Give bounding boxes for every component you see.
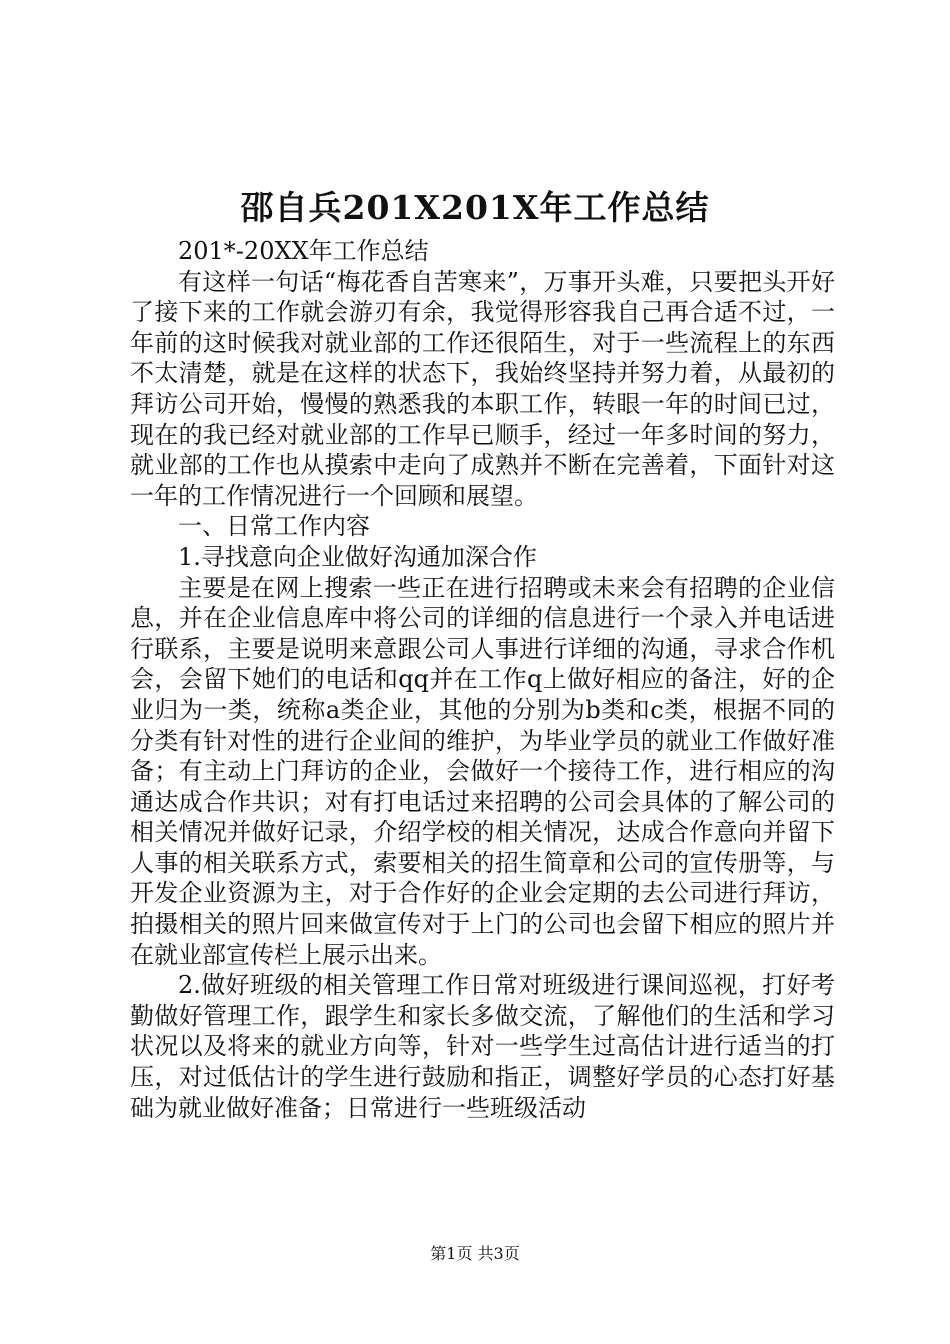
subsection-heading: 1.寻找意向企业做好沟通加深合作 <box>178 542 537 571</box>
subtitle-paragraph: 201*-20XX年工作总结 <box>178 237 429 265</box>
document-body <box>130 236 835 1123</box>
body-paragraph: 主要是在网上搜索一些正在进行招聘或未来会有招聘的企业信息，并在企业信息库中将公司的详细的信息进行一个录入并电话进行联系，主要是说明来意跟公司人事进行详细的沟通，寻求合作机会，会留下她们的电话和qq并在工作q上做好相应的备注，好的企业归为一类，统称a类企业，其他的分别为b类和c类，根据不同的分类有针对性的进行企业间的维护，为毕业学员的就业工作做好准备；有主动上门拜访的企业，会做好一个接待工作，进行相应的沟通达成合作共识；对有打电话过来招聘的公司会具体的了解公司的相关情况并做好记录，介绍学校的相关情况，达成合作意向并留下人事的相关联系方式，索要相关的招生简章和公司的宣传册等，与开发企业资源为主，对于合作好的企业会定期的去公司进行拜访，拍摄相关的照片回来做宣传对于上门的公司也会留下相应的照片并在就业部宣传栏上展示出来。 <box>130 573 835 969</box>
document-title: 邵自兵201X201X年工作总结 <box>240 188 710 227</box>
intro-paragraph: 有这样一句话“梅花香自苦寒来”，万事开头难，只要把头开好了接下来的工作就会游刃有余，我觉得形容我自己再合适不过，一年前的这时候我对就业部的工作还很陌生，对于一些流程上的东西不太清楚，就是在这样的状态下，我始终坚持并努力着，从最初的拜访公司开始，慢慢的熟悉我的本职工作，转眼一年的时间已过，现在的我已经对就业部的工作早已顺手，经过一年多时间的努力，就业部的工作也从摸索中走向了成熟并不断在完善着，下面针对这一年的工作情况进行一个回顾和展望。 <box>130 267 835 510</box>
section-heading: 一、日常工作内容 <box>178 512 370 541</box>
body-paragraph: 2.做好班级的相关管理工作日常对班级进行课间巡视，打好考勤做好管理工作，跟学生和家长多做交流，了解他们的生活和学习状况以及将来的就业方向等，针对一些学生过高估计进行适当的打压，对过低估计的学生进行鼓励和指正，调整好学员的心态打好基础为就业做好准备；日常进行一些班级活动 <box>130 971 835 1122</box>
page-footer: 第1页 共3页 <box>430 1244 520 1263</box>
